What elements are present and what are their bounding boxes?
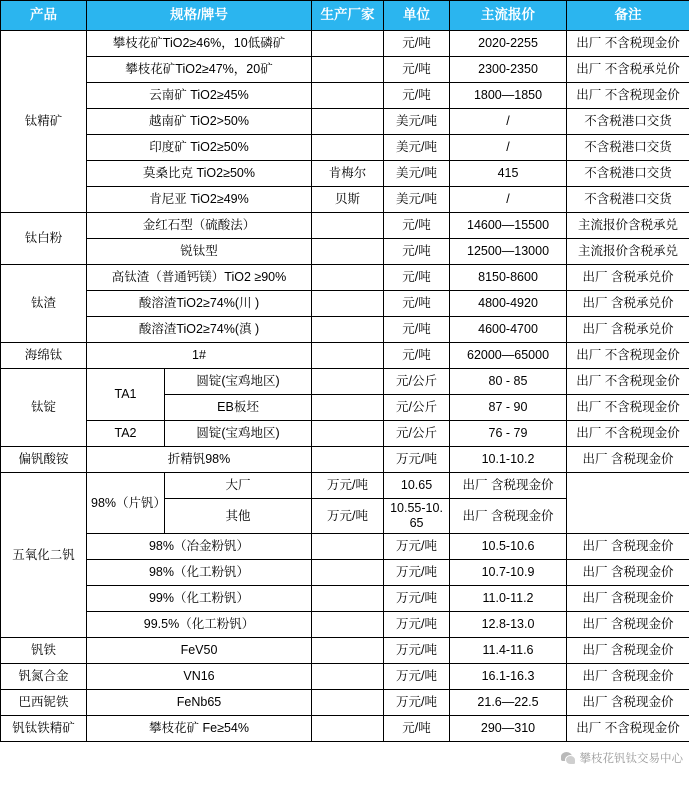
cell-factory: [312, 369, 384, 395]
cell-price: 2300-2350: [450, 57, 567, 83]
cell-factory: [312, 534, 384, 560]
cell-price: 10.65: [384, 473, 450, 499]
table-row: [1, 31, 689, 57]
table-row: [1, 135, 689, 161]
table-row: [1, 161, 689, 187]
cell-note: 出厂 含税现金价: [450, 473, 567, 499]
cell-factory: [312, 664, 384, 690]
footer: [0, 742, 689, 790]
cell-factory: 贝斯: [312, 187, 384, 213]
cell-spec: 印度矿 TiO2≥50%: [87, 135, 312, 161]
cell-spec: VN16: [87, 664, 312, 690]
cell-note: 出厂 不含税承兑价: [567, 57, 689, 83]
cell-unit: 元/吨: [384, 343, 450, 369]
cell-unit: 元/吨: [384, 291, 450, 317]
cell-factory: [312, 716, 384, 742]
cell-unit: 万元/吨: [384, 534, 450, 560]
wechat-account-name: 攀枝花钒钛交易中心: [580, 750, 684, 766]
cell-product: 钒钛铁精矿: [1, 716, 87, 742]
cell-spec: 锐钛型: [87, 239, 312, 265]
cell-price: 290—310: [450, 716, 567, 742]
table-row: [1, 560, 689, 586]
table-row: [1, 473, 689, 499]
cell-spec: 98%（冶金粉钒）: [87, 534, 312, 560]
cell-factory: [312, 239, 384, 265]
cell-spec: 肯尼亚 TiO2≥49%: [87, 187, 312, 213]
cell-price: 16.1-16.3: [450, 664, 567, 690]
cell-spec: 高钛渣（普通钙镁）TiO2 ≥90%: [87, 265, 312, 291]
cell-note: 主流报价含税承兑: [567, 239, 689, 265]
column-header-factory: 生产厂家: [312, 1, 384, 31]
cell-note: 出厂 含税承兑价: [567, 317, 689, 343]
cell-price: 11.0-11.2: [450, 586, 567, 612]
table-row: [1, 716, 689, 742]
cell-unit: 万元/吨: [384, 690, 450, 716]
table-row: [1, 83, 689, 109]
cell-note: 出厂 不含税现金价: [567, 83, 689, 109]
cell-spec: 越南矿 TiO2>50%: [87, 109, 312, 135]
cell-unit: 美元/吨: [384, 109, 450, 135]
cell-spec: 攀枝花矿TiO2≥47%，20矿: [87, 57, 312, 83]
cell-factory: [312, 690, 384, 716]
table-row: [1, 421, 689, 447]
cell-price: 8150-8600: [450, 265, 567, 291]
table-row: [1, 265, 689, 291]
table-row: [1, 239, 689, 265]
cell-unit: 元/吨: [384, 317, 450, 343]
cell-unit: 元/吨: [384, 31, 450, 57]
cell-price: 11.4-11.6: [450, 638, 567, 664]
cell-price: 21.6—22.5: [450, 690, 567, 716]
cell-unit: 美元/吨: [384, 161, 450, 187]
cell-unit: 元/吨: [384, 57, 450, 83]
cell-unit: 万元/吨: [384, 612, 450, 638]
cell-note: 出厂 不含税现金价: [567, 421, 689, 447]
cell-note: 出厂 不含税现金价: [567, 31, 689, 57]
cell-unit: 万元/吨: [384, 447, 450, 473]
table-row: [1, 369, 689, 395]
cell-unit: 元/吨: [384, 83, 450, 109]
cell-spec: TA2: [87, 421, 165, 447]
cell-note: 不含税港口交货: [567, 161, 689, 187]
table-header: [1, 1, 689, 31]
table-row: [1, 343, 689, 369]
cell-note: 出厂 含税承兑价: [567, 265, 689, 291]
cell-factory: [312, 31, 384, 57]
cell-factory: [312, 57, 384, 83]
cell-product: 钒铁: [1, 638, 87, 664]
cell-spec: 莫桑比克 TiO2≥50%: [87, 161, 312, 187]
cell-factory: 其他: [165, 499, 312, 534]
cell-price: 10.1-10.2: [450, 447, 567, 473]
cell-note: 出厂 含税现金价: [567, 534, 689, 560]
cell-spec: 云南矿 TiO2≥45%: [87, 83, 312, 109]
cell-note: 出厂 含税现金价: [567, 638, 689, 664]
cell-price: /: [450, 109, 567, 135]
cell-spec: 金红石型（硫酸法）: [87, 213, 312, 239]
cell-price: 10.55-10.65: [384, 499, 450, 534]
cell-spec: 98%（片钒）: [87, 473, 165, 534]
table-header-row: [1, 1, 689, 31]
cell-price: 80 - 85: [450, 369, 567, 395]
cell-factory: 大厂: [165, 473, 312, 499]
cell-note: 出厂 含税现金价: [567, 612, 689, 638]
cell-price: 12500—13000: [450, 239, 567, 265]
cell-factory: [312, 83, 384, 109]
cell-price: /: [450, 187, 567, 213]
cell-factory: [312, 135, 384, 161]
cell-spec: 酸溶渣TiO2≥74%(滇 ): [87, 317, 312, 343]
cell-note: 不含税港口交货: [567, 109, 689, 135]
cell-price: /: [450, 135, 567, 161]
cell-note: 出厂 含税现金价: [567, 690, 689, 716]
cell-note: 出厂 不含税现金价: [567, 716, 689, 742]
wechat-badge: [561, 750, 684, 766]
cell-unit: 美元/吨: [384, 135, 450, 161]
table-row: [1, 690, 689, 716]
cell-spec: 攀枝花矿TiO2≥46%，10低磷矿: [87, 31, 312, 57]
cell-product: 钛白粉: [1, 213, 87, 265]
cell-factory: [312, 213, 384, 239]
cell-price: 76 - 79: [450, 421, 567, 447]
column-header-spec: 规格/牌号: [87, 1, 312, 31]
cell-spec: 98%（化工粉钒）: [87, 560, 312, 586]
cell-product: 偏钒酸铵: [1, 447, 87, 473]
cell-factory: 肯梅尔: [312, 161, 384, 187]
cell-factory: [312, 343, 384, 369]
cell-unit: 万元/吨: [384, 586, 450, 612]
cell-unit: 万元/吨: [384, 638, 450, 664]
cell-note: 出厂 含税现金价: [567, 586, 689, 612]
table-row: [1, 534, 689, 560]
cell-unit: 元/吨: [384, 213, 450, 239]
cell-factory: [312, 291, 384, 317]
table-row: [1, 187, 689, 213]
cell-factory: [312, 265, 384, 291]
table-row: [1, 213, 689, 239]
cell-factory: [312, 586, 384, 612]
cell-price: 2020-2255: [450, 31, 567, 57]
cell-unit: 万元/吨: [384, 664, 450, 690]
wechat-icon: [561, 752, 576, 765]
table-row: [1, 664, 689, 690]
cell-spec: 99.5%（化工粉钒）: [87, 612, 312, 638]
cell-spec: FeNb65: [87, 690, 312, 716]
column-header-product: 产品: [1, 1, 87, 31]
cell-factory: [312, 447, 384, 473]
table-row: [1, 612, 689, 638]
column-header-price: 主流报价: [450, 1, 567, 31]
cell-price: 62000—65000: [450, 343, 567, 369]
cell-product: 钒氮合金: [1, 664, 87, 690]
cell-factory: [312, 421, 384, 447]
cell-product: 五氧化二钒: [1, 473, 87, 638]
cell-unit: 元/公斤: [384, 395, 450, 421]
cell-note: 出厂 不含税现金价: [567, 369, 689, 395]
column-header-unit: 单位: [384, 1, 450, 31]
cell-unit: 元/公斤: [384, 421, 450, 447]
cell-price: 12.8-13.0: [450, 612, 567, 638]
cell-product: 海绵钛: [1, 343, 87, 369]
cell-product: 钛渣: [1, 265, 87, 343]
cell-price: 415: [450, 161, 567, 187]
cell-spec: 酸溶渣TiO2≥74%(川 ): [87, 291, 312, 317]
cell-note: 出厂 含税现金价: [567, 664, 689, 690]
cell-product: 巴西铌铁: [1, 690, 87, 716]
cell-spec: 1#: [87, 343, 312, 369]
cell-product: 钛锭: [1, 369, 87, 447]
cell-price: 4600-4700: [450, 317, 567, 343]
cell-price: 10.7-10.9: [450, 560, 567, 586]
cell-price: 14600—15500: [450, 213, 567, 239]
cell-spec: 攀枝花矿 Fe≥54%: [87, 716, 312, 742]
cell-unit: 万元/吨: [312, 499, 384, 534]
cell-unit: 元/吨: [384, 265, 450, 291]
cell-spec-sub: 圆锭(宝鸡地区): [165, 421, 312, 447]
cell-spec-sub: 圆锭(宝鸡地区): [165, 369, 312, 395]
cell-price: 4800-4920: [450, 291, 567, 317]
cell-spec: 99%（化工粉钒）: [87, 586, 312, 612]
table-row: [1, 586, 689, 612]
cell-price: 87 - 90: [450, 395, 567, 421]
table-row: [1, 317, 689, 343]
table-row: [1, 57, 689, 83]
cell-spec-sub: EB板坯: [165, 395, 312, 421]
cell-spec: FeV50: [87, 638, 312, 664]
cell-factory: [312, 560, 384, 586]
cell-note: 出厂 不含税现金价: [567, 395, 689, 421]
cell-spec: 折精钒98%: [87, 447, 312, 473]
cell-note: 出厂 不含税现金价: [567, 343, 689, 369]
cell-note: 出厂 含税承兑价: [567, 291, 689, 317]
cell-factory: [312, 109, 384, 135]
column-header-note: 备注: [567, 1, 689, 31]
cell-factory: [312, 395, 384, 421]
table-row: [1, 109, 689, 135]
cell-unit: 万元/吨: [312, 473, 384, 499]
cell-factory: [312, 612, 384, 638]
table-row: [1, 291, 689, 317]
cell-factory: [312, 317, 384, 343]
cell-note: 出厂 含税现金价: [450, 499, 567, 534]
cell-unit: 元/吨: [384, 716, 450, 742]
cell-price: 10.5-10.6: [450, 534, 567, 560]
cell-unit: 元/吨: [384, 239, 450, 265]
cell-price: 1800—1850: [450, 83, 567, 109]
cell-unit: 元/公斤: [384, 369, 450, 395]
table-row: [1, 447, 689, 473]
cell-spec: TA1: [87, 369, 165, 421]
cell-unit: 美元/吨: [384, 187, 450, 213]
cell-note: 不含税港口交货: [567, 135, 689, 161]
cell-note: 不含税港口交货: [567, 187, 689, 213]
cell-note: 主流报价含税承兑: [567, 213, 689, 239]
table-body: [1, 31, 689, 742]
cell-note: 出厂 含税现金价: [567, 560, 689, 586]
cell-note: 出厂 含税现金价: [567, 447, 689, 473]
table-row: [1, 638, 689, 664]
cell-product: 钛精矿: [1, 31, 87, 213]
cell-factory: [312, 638, 384, 664]
cell-unit: 万元/吨: [384, 560, 450, 586]
